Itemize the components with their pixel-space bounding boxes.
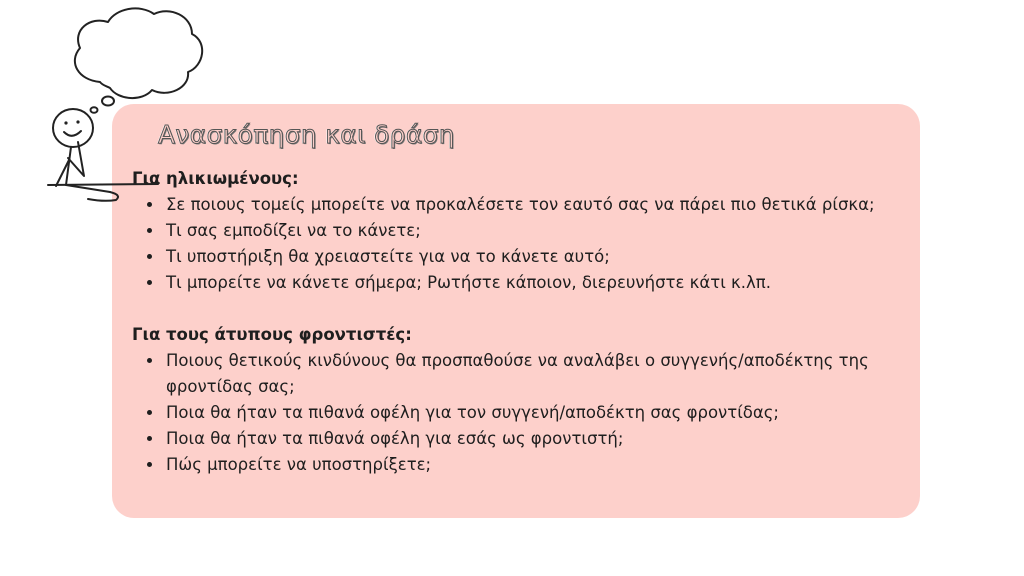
list-item: • Ποια θα ήταν τα πιθανά οφέλη για εσάς ως φροντιστή; xyxy=(164,426,902,452)
thought-bubble-icon xyxy=(102,97,114,106)
list-item: • Πώς μπορείτε να υποστηρίξετε; xyxy=(164,452,902,478)
card-content xyxy=(132,166,902,478)
thinking-person-illustration xyxy=(38,0,228,210)
thought-bubble-icon xyxy=(91,107,98,113)
elderly-question-list xyxy=(132,192,902,296)
section-heading-carers: Για τους άτυπους φροντιστές: xyxy=(132,325,412,344)
thought-cloud-icon xyxy=(75,8,202,98)
list-item: • Τι υποστήριξη θα χρειαστείτε για να το κάνετε αυτό; xyxy=(164,244,902,270)
head-icon xyxy=(53,109,93,147)
section-spacer xyxy=(132,296,902,322)
list-item: • Ποια θα ήταν τα πιθανά οφέλη για τον συγγενή/αποδέκτη σας φροντίδας; xyxy=(164,400,902,426)
list-item: • Σε ποιους τομείς μπορείτε να προκαλέσετε τον εαυτό σας να πάρει πιο θετικά ρίσκα; xyxy=(164,192,902,218)
carers-question-list xyxy=(132,348,902,478)
list-item: • Τι σας εμποδίζει να το κάνετε; xyxy=(164,218,902,244)
list-item: • Ποιους θετικούς κινδύνους θα προσπαθούσε να αναλάβει ο συγγενής/αποδέκτης της φροντίδας σας; xyxy=(164,348,902,400)
section-heading-elderly: Για ηλικιωμένους: xyxy=(132,169,299,188)
page-title: Ανασκόπηση και δράση xyxy=(158,120,455,149)
list-item: • Τι μπορείτε να κάνετε σήμερα; Ρωτήστε κάποιον, διερευνήστε κάτι κ.λπ. xyxy=(164,270,902,296)
